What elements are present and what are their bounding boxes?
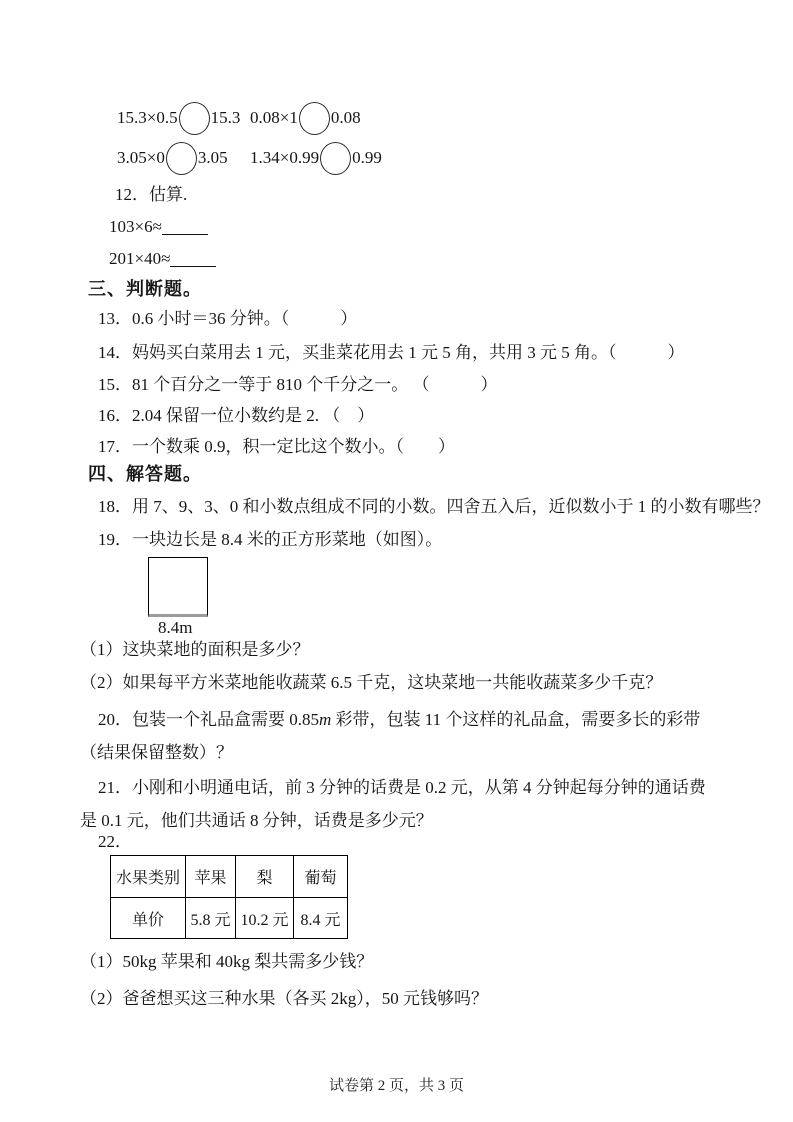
table-price-row [111,898,348,939]
header-grape: 葡萄 [294,856,348,898]
square-figure [148,557,208,617]
header-fruit-type: 水果类别 [111,856,186,898]
answer-circle[interactable] [320,142,351,175]
estimate-expression: 201×40≈ [109,249,171,268]
unit-meter: m [319,710,332,729]
compare-item [250,102,361,135]
question-19-sub-1: （1）这块菜地的面积是多少？ [80,640,310,659]
answer-circle[interactable] [179,102,210,135]
compare-item [117,142,250,175]
page-footer: 试卷第 2 页，共 3 页 [328,1078,464,1094]
cell-apple-price: 5.8 元 [186,898,236,939]
table-header-row [111,856,348,898]
compare-row-2 [117,138,720,178]
compare-item [250,142,382,175]
fruit-price-table [110,855,348,939]
expression-left: 0.08×1 [250,108,298,127]
question-22-sub-2: （2）爸爸想买这三种水果（各买 2kg），50 元钱够吗？ [80,989,488,1008]
question-17: 17．一个数乘 0.9，积一定比这个数小。（ ） [98,437,455,456]
question-13: 13．0.6 小时＝36 分钟。（ ） [98,309,358,328]
estimate-expression: 103×6≈ [109,217,162,236]
square-side-label: 8.4m [158,618,193,637]
answer-circle[interactable] [299,102,330,135]
answer-blank[interactable] [170,262,216,267]
expression-right: 3.05 [197,148,228,167]
cell-unit-price-label: 单价 [111,898,186,939]
cell-grape-price: 8.4 元 [294,898,348,939]
question-20-text: 彩带，包装 11 个这样的礼品盒，需要多长的彩带（结果保留整数）？ [80,710,701,762]
estimate-line-1 [80,211,720,243]
answer-blank[interactable] [162,230,208,235]
cell-pear-price: 10.2 元 [236,898,294,939]
question-14: 14．妈妈买白菜用去 1 元，买韭菜花用去 1 元 5 角，共用 3 元 5 角。（ ） [98,343,685,362]
header-pear: 梨 [236,856,294,898]
estimate-line-2 [80,243,720,275]
section-3-title: 三、判断题。 [88,279,202,299]
question-19-sub-2: （2）如果每平方米菜地能收蔬菜 6.5 千克，这块菜地一共能收蔬菜多少千克？ [80,673,663,692]
question-22-label: 22． [98,832,132,851]
header-apple: 苹果 [186,856,236,898]
question-12-label: 12．估算. [115,185,188,204]
expression-right: 0.08 [330,108,361,127]
answer-circle[interactable] [166,142,197,175]
question-22-sub-1: （1）50kg 苹果和 40kg 梨共需多少钱？ [80,952,374,971]
compare-item [117,102,250,135]
expression-left: 3.05×0 [117,148,165,167]
expression-left: 15.3×0.5 [117,108,178,127]
question-19: 19．一块边长是 8.4 米的正方形菜地（如图）。 [98,530,443,549]
section-4-title: 四、解答题。 [88,464,202,484]
expression-left: 1.34×0.99 [250,148,320,167]
question-16: 16．2.04 保留一位小数约是 2. （ ） [98,406,375,425]
question-20-text: 20．包装一个礼品盒需要 0.85 [98,710,319,729]
expression-right: 15.3 [210,108,241,127]
question-15: 15．81 个百分之一等于 810 个千分之一。 （ ） [98,375,498,394]
expression-right: 0.99 [352,148,382,167]
question-21: 21．小刚和小明通电话，前 3 分钟的话费是 0.2 元，从第 4 分钟起每分钟的通话费是 0.1 元，他们共通话 8 分钟，话费是多少元？ [80,778,706,830]
question-20 [80,703,720,769]
question-18: 18．用 7、9、3、0 和小数点组成不同的小数。四舍五入后，近似数小于 1 的小数有哪些？ [98,497,770,516]
compare-row-1 [117,98,720,138]
